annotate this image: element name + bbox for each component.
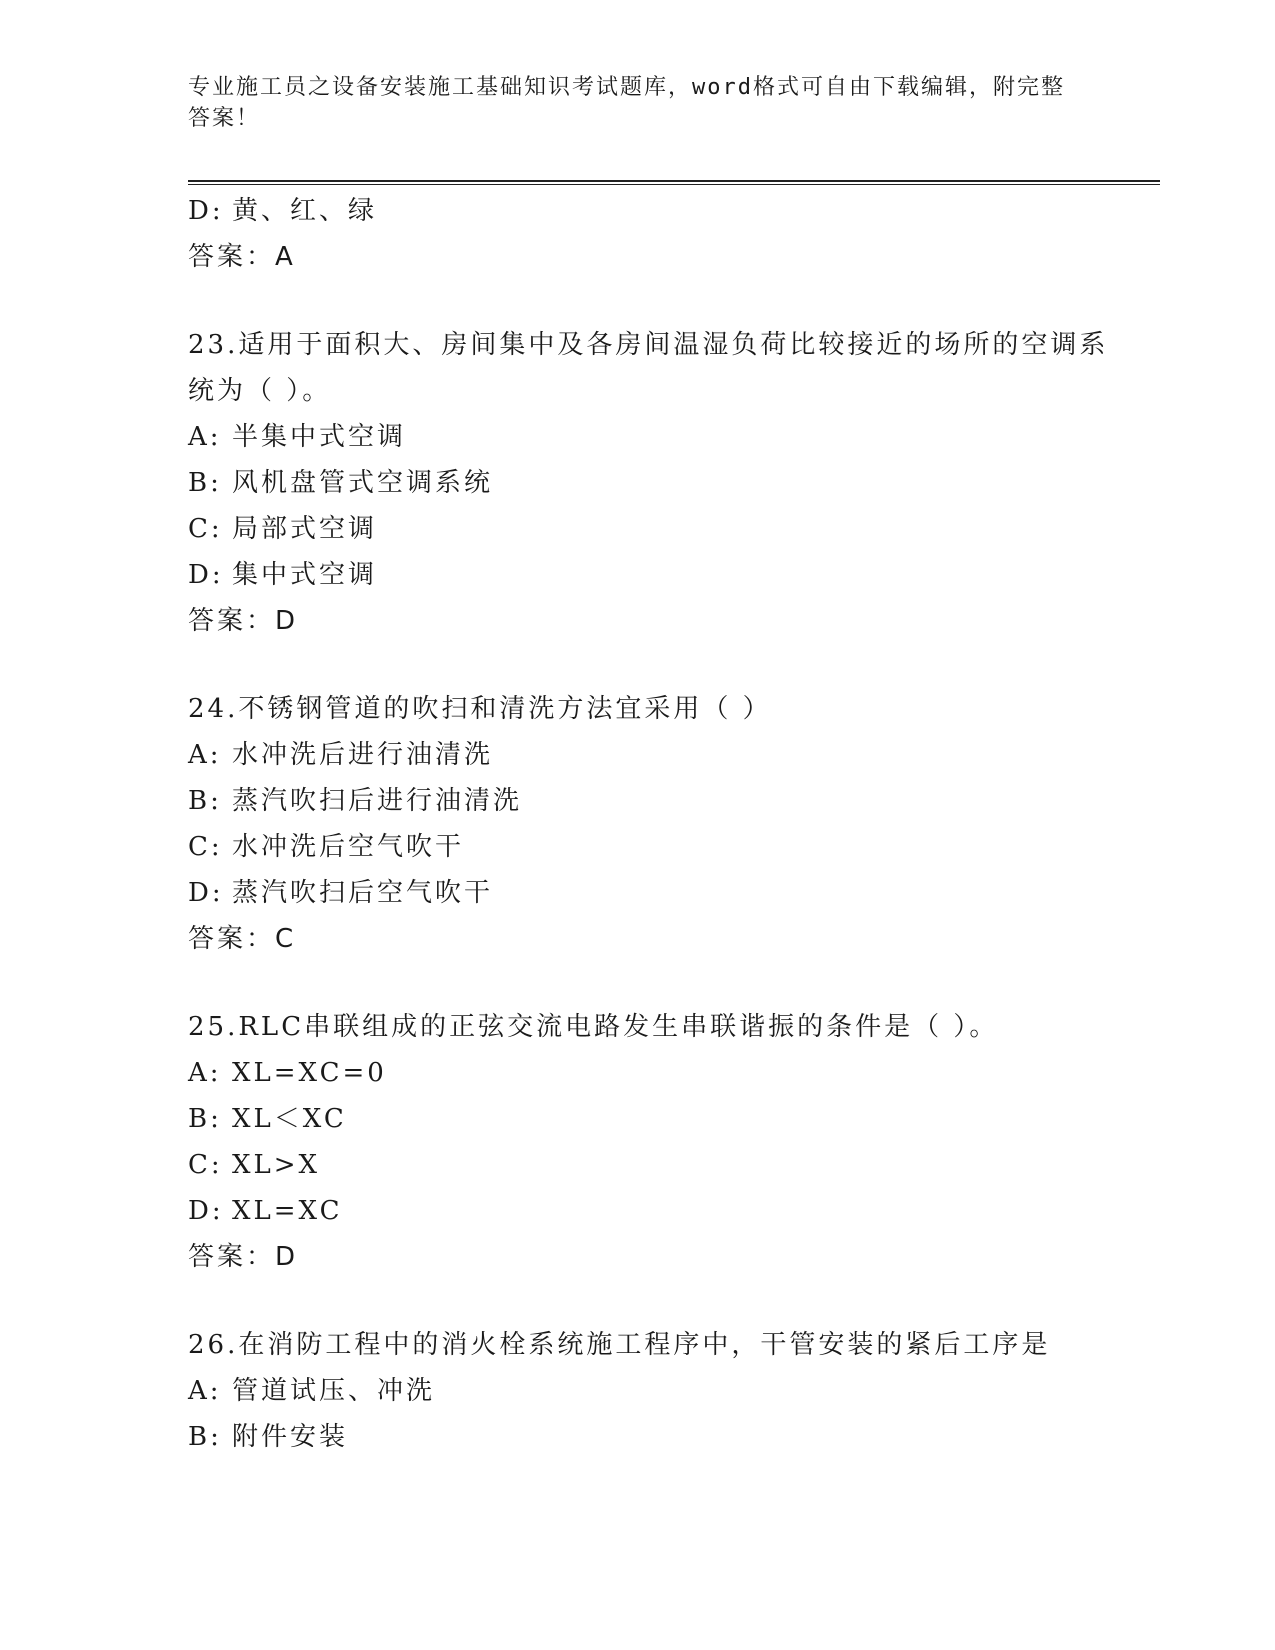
option-letter: D:	[188, 560, 224, 590]
option-c	[188, 824, 1118, 870]
option-d	[188, 1188, 1118, 1234]
question-stem-26: 26.在消防工程中的消火栓系统施工程序中，干管安装的紧后工序是	[188, 1330, 1051, 1360]
option-text: XL>X	[232, 1150, 321, 1180]
option-letter: C:	[188, 832, 223, 862]
option-letter: D:	[188, 196, 224, 226]
answer: 答案：C	[188, 924, 297, 954]
answer: 答案：D	[188, 606, 299, 636]
option-letter: B:	[188, 1422, 222, 1452]
document-header: 专业施工员之设备安装施工基础知识考试题库，word格式可自由下载编辑，附完整答案！	[188, 75, 1065, 131]
header-divider-thick	[188, 180, 1160, 182]
option-a	[188, 414, 1118, 460]
option-letter: D:	[188, 878, 224, 908]
option-letter: A:	[188, 740, 222, 770]
option-text: XL=XC=0	[232, 1058, 387, 1088]
option-letter: C:	[188, 1150, 223, 1180]
option-letter: B:	[188, 468, 222, 498]
option-text: XL＜XC	[232, 1104, 347, 1134]
option-text: XL=XC	[232, 1196, 343, 1226]
option-letter: A:	[188, 1376, 222, 1406]
option-b	[188, 778, 1118, 824]
option-text: 附件安装	[232, 1422, 349, 1452]
option-text: 风机盘管式空调系统	[232, 468, 494, 498]
option-text: 管道试压、冲洗	[232, 1376, 436, 1406]
option-b	[188, 460, 1118, 506]
question-stem-24: 24.不锈钢管道的吹扫和清洗方法宜采用（ ）	[188, 694, 772, 724]
question-stem-23: 23.适用于面积大、房间集中及各房间温湿负荷比较接近的场所的空调系统为（ ）。	[188, 330, 1109, 406]
option-letter: C:	[188, 514, 223, 544]
option-c	[188, 1142, 1118, 1188]
option-text: 局部式空调	[232, 514, 378, 544]
option-d	[188, 870, 1118, 916]
option-text: 黄、红、绿	[232, 196, 378, 226]
option-letter: B:	[188, 786, 222, 816]
option-letter: A:	[188, 1058, 222, 1088]
option-text: 水冲洗后进行油清洗	[232, 740, 494, 770]
option-d	[188, 188, 1118, 234]
option-letter: A:	[188, 422, 222, 452]
option-text: 蒸汽吹扫后空气吹干	[232, 878, 494, 908]
header-divider-thin	[188, 184, 1160, 185]
option-text: 集中式空调	[232, 560, 378, 590]
option-b	[188, 1096, 1118, 1142]
option-letter: D:	[188, 1196, 224, 1226]
option-text: 水冲洗后空气吹干	[232, 832, 465, 862]
answer: 答案：D	[188, 1242, 299, 1272]
answer: 答案：A	[188, 242, 296, 272]
question-list	[188, 188, 1118, 1460]
option-text: 蒸汽吹扫后进行油清洗	[232, 786, 523, 816]
option-c	[188, 506, 1118, 552]
option-d	[188, 552, 1118, 598]
option-text: 半集中式空调	[232, 422, 407, 452]
option-a	[188, 732, 1118, 778]
option-letter: B:	[188, 1104, 222, 1134]
option-a	[188, 1050, 1118, 1096]
question-stem-25: 25.RLC串联组成的正弦交流电路发生串联谐振的条件是（ ）。	[188, 1012, 999, 1042]
option-b	[188, 1414, 1118, 1460]
option-a	[188, 1368, 1118, 1414]
